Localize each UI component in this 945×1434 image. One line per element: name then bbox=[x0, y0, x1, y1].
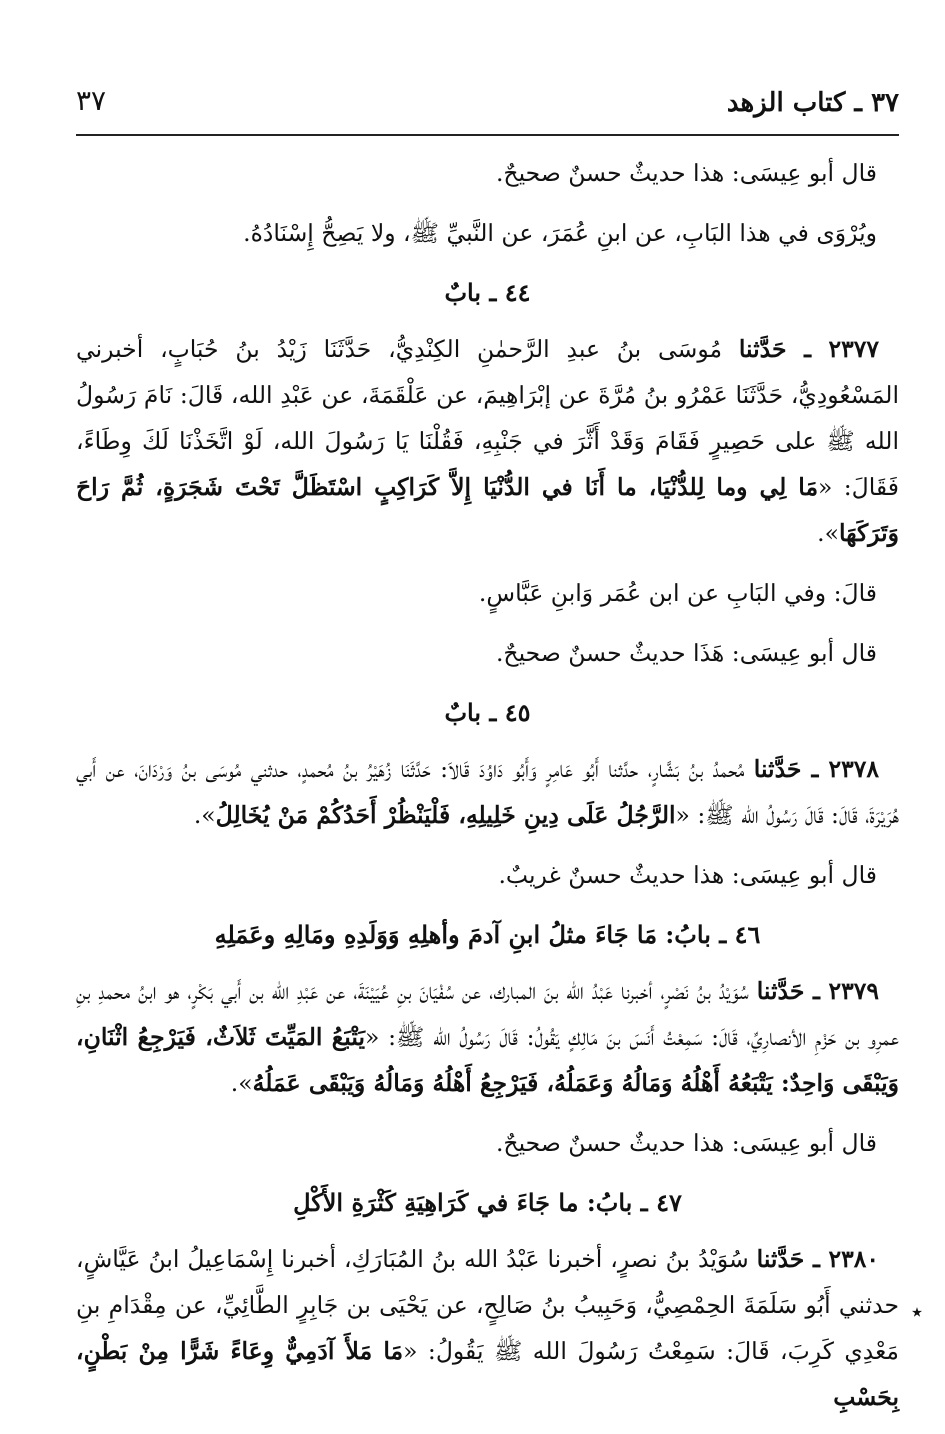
chapter-heading: ٤٥ ـ بابٌ bbox=[444, 698, 531, 727]
hadith-number: ٢٣٧٨ ـ حَدَّثنا bbox=[753, 755, 879, 783]
hadith-paragraph bbox=[76, 746, 899, 838]
hadith-paragraph bbox=[76, 1236, 899, 1420]
narrator-note: قال أبو عِيسَى: هَذَا حديثٌ حسنٌ صحيحٌ. bbox=[495, 639, 877, 667]
hadith-tail: ». bbox=[230, 1069, 253, 1097]
hadith-quote: يَتْبَعُ المَيِّتَ ثَلاَثٌ، فَيَرْجِعُ اثْنَانِ، وَيَبْقَى وَاحِدٌ: يَتْبَعُهُ أَهْلُهُ وَمَالُهُ وَعَمَلُهُ، فَيَرْجِعُ أَهْلُهُ وَمَالُهُ وَيَبْقَى عَمَلُهُ bbox=[76, 1023, 899, 1097]
hadith-chain: سُوَيْدُ بنُ نَصْرٍ، أخبرنا عَبْدُ الله بنَ المبارك، عن سُفْيَانَ بنِ عُيَيْنَةَ، عن عَبْدِ الله بن أَبي بَكْرٍ، هو ابنُ محمدِ بنِ عمرِو بن حَزْمِ الأنصارِيِّ، قَالَ: سَمِعْتُ أَنَسَ بنَ مَالِكٍ يَقُولُ: قَالَ رَسُولُ الله ﷺ: « bbox=[76, 977, 899, 1051]
hadith-number: ٢٣٧٩ ـ حَدَّثنا bbox=[756, 977, 879, 1005]
hadith-paragraph bbox=[76, 968, 899, 1106]
narrator-note: ويُرْوَى في هذا البَابِ، عن ابنِ عُمَرَ، عن النَّبيِّ ﷺ، ولا يَصِحُّ إِسْنَادُهُ. bbox=[243, 219, 877, 247]
hadith-number: ٢٣٧٧ ـ حَدَّثنا bbox=[738, 335, 879, 363]
hadith-chain: مُوسَى بنُ عبدِ الرَّحمٰنِ الكِنْدِيُّ، حَدَّثَنَا زَيْدُ بنُ حُبَابٍ، أخبرني المَسْعُودِيُّ، حَدَّثَنَا عَمْرُو بنُ مُرَّةَ عن إبْرَاهِيمَ، عن عَلْقَمَةَ، عن عَبْدِ الله، قَالَ: نَامَ رَسُولُ الله ﷺ على حَصِيرٍ فَقَامَ وَقَدْ أَثَّرَ في جَنْبِهِ، فَقُلْنَا يَا رَسُولَ الله، لَوْ اتَّخَذْنَا لَكَ وِطَاءً، فَقَالَ: « bbox=[76, 335, 899, 501]
chapter-heading: ٤٦ ـ بابُ: مَا جَاءَ مثلُ ابنِ آدمَ وأهلِهِ وَوَلَدِهِ ومَالِهِ وعَمَلِهِ bbox=[214, 920, 761, 949]
hadith-tail: ». bbox=[817, 519, 839, 547]
chapter-heading: ٤٧ ـ بابُ: ما جَاءَ في كَرَاهِيَةِ كَثْرَةِ الأَكْلِ bbox=[293, 1188, 682, 1217]
hadith-quote: مَا مَلأَ آدَمِيٌّ وِعَاءً شَرًّا مِنْ بَطْنٍ، بِحَسْبِ bbox=[76, 1337, 899, 1411]
header-rule bbox=[76, 134, 899, 136]
hadith-paragraph bbox=[76, 326, 899, 556]
hadith-quote: الرَّجُلُ عَلَى دِينِ خَلِيلِهِ، فَلْيَنْظُرْ أَحَدُكُمْ مَنْ يُخَالِلُ bbox=[215, 801, 676, 829]
hadith-chain: سُوَيْدُ بنُ نصرٍ، أخبرنا عَبْدُ الله بنُ المُبَارَكِ، أخبرنا إِسْمَاعِيلُ ابنُ عَيَّاشٍ، حدثني أَبُو سَلَمَةَ الحِمْصِيُّ، وَحَبِيبُ بنُ صَالِحٍ، عن يَحْيَى بن جَابِرٍ الطَّائِيِّ، عن مِقْدَامِ بنِ مَعْدِي كَرِبَ، قَالَ: سَمِعْتُ رَسُولَ الله ﷺ يَقُولُ: « bbox=[76, 1245, 900, 1365]
page-end-mark: ٭ bbox=[911, 1300, 923, 1325]
hadith-chain: مُحمدُ بنُ بَشَّارٍ، حدَّثنا أَبُو عَامِرٍ وَأَبُو دَاوُدَ قَالاَ: حَدَّثَنَا زُهَيْرُ بنُ مُحمدٍ، حدثني مُوسَى بنُ وَرْدَانَ، عن أَبي هُرَيْرَةَ، قَالَ: قَالَ رَسُولُ الله ﷺ: « bbox=[76, 755, 899, 829]
running-header-chapter: ٣٧ ـ كتاب الزهد bbox=[726, 88, 899, 118]
hadith-tail: ». bbox=[193, 801, 216, 829]
narrator-note: قال أبو عِيسَى: هذا حديثٌ حسنٌ صحيحٌ. bbox=[495, 159, 877, 187]
hadith-number: ٢٣٨٠ ـ حَدَّثنا bbox=[756, 1245, 879, 1273]
chapter-heading: ٤٤ ـ بابٌ bbox=[444, 278, 531, 307]
page-number: ٣٧ bbox=[76, 84, 107, 117]
page-body bbox=[76, 150, 899, 1434]
narrator-note: قال أبو عِيسَى: هذا حديثٌ حسنٌ صحيحٌ. bbox=[495, 1129, 877, 1157]
narrator-note: قال أبو عِيسَى: هذا حديثٌ حسنٌ غريبٌ. bbox=[498, 861, 877, 889]
hadith-quote: مَا لِي وما لِلدُّنْيَا، ما أَنَا في الدُّنْيَا إِلاَّ كَرَاكِبٍ اسْتَظَلَّ تَحْتَ شَجَرَةٍ، ثُمَّ رَاحَ وَتَرَكَهَا bbox=[76, 473, 899, 547]
narrator-note: قالَ: وفي البَابِ عن ابن عُمَر وَابنِ عَبَّاسٍ. bbox=[478, 579, 877, 607]
